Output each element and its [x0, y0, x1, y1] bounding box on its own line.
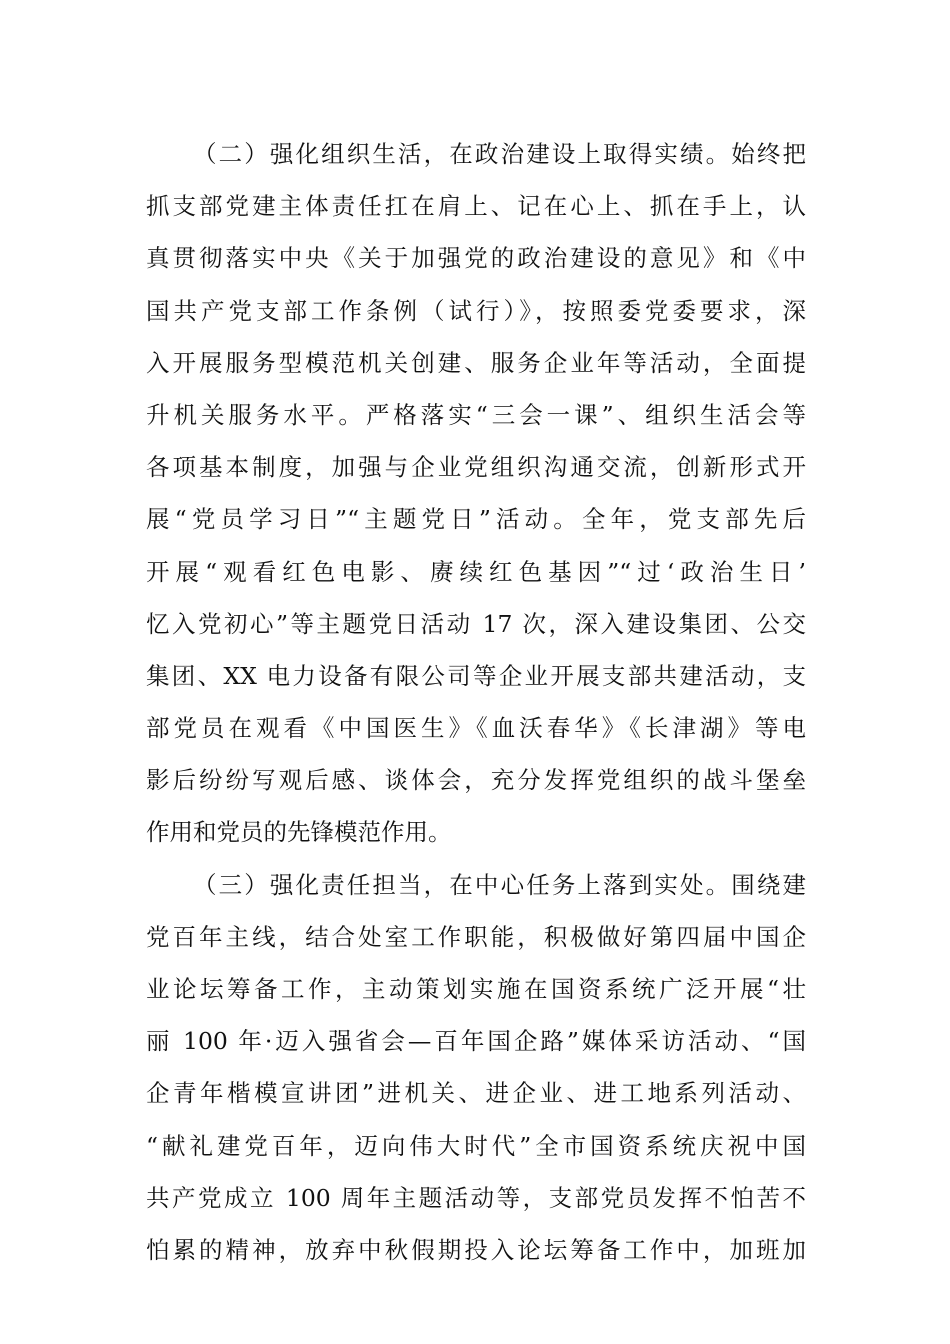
paragraph-3-line: 企青年楷模宣讲团”进机关、进企业、进工地系列活动、 [146, 1079, 806, 1108]
paragraph-2-line: 集团、XX 电力设备有限公司等企业开展支部共建活动，支 [146, 661, 806, 690]
paragraph-2-line: 各项基本制度，加强与企业党组织沟通交流，创新形式开 [146, 453, 806, 482]
paragraph-3-line: 丽 100 年·迈入强省会—百年国企路”媒体采访活动、“国 [146, 1027, 806, 1056]
paragraph-3-line: 怕累的精神，放弃中秋假期投入论坛筹备工作中，加班加 [146, 1235, 806, 1264]
paragraph-2-line: 展“党员学习日”“主题党日”活动。全年，党支部先后 [146, 505, 806, 534]
paragraph-2-line: （二）强化组织生活，在政治建设上取得实绩。始终把 [193, 140, 806, 168]
paragraph-3-line: 党百年主线，结合处室工作职能，积极做好第四届中国企 [146, 922, 806, 951]
body-text [146, 128, 806, 1276]
paragraph-3-line: 共产党成立 100 周年主题活动等，支部党员发挥不怕苦不 [146, 1183, 806, 1212]
paragraph-3-line: （三）强化责任担当，在中心任务上落到实处。围绕建 [193, 870, 806, 899]
paragraph-2-line: 影后纷纷写观后感、谈体会，充分发挥党组织的战斗堡垒 [146, 766, 806, 795]
paragraph-2-line: 作用和党员的先锋模范作用。 [146, 818, 452, 847]
paragraph-2-line: 开展“观看红色电影、赓续红色基因”“过‘政治生日’ [146, 557, 806, 586]
paragraph-2-line: 真贯彻落实中央《关于加强党的政治建设的意见》和《中 [146, 244, 806, 273]
paragraph-2-line: 忆入党初心”等主题党日活动 17 次，深入建设集团、公交 [146, 609, 806, 638]
paragraph-2-line: 部党员在观看《中国医生》《血沃春华》《长津湖》等电 [146, 714, 806, 743]
paragraph-2-line: 升机关服务水平。严格落实“三会一课”、组织生活会等 [146, 400, 806, 429]
paragraph-3-line: “献礼建党百年，迈向伟大时代”全市国资系统庆祝中国 [146, 1131, 806, 1160]
paragraph-2-line: 抓支部党建主体责任扛在肩上、记在心上、抓在手上，认 [146, 192, 806, 221]
paragraph-3-line: 业论坛筹备工作，主动策划实施在国资系统广泛开展“壮 [146, 975, 806, 1003]
paragraph-2-line: 入开展服务型模范机关创建、服务企业年等活动，全面提 [146, 348, 806, 377]
paragraph-2-line: 国共产党支部工作条例（试行）》，按照委党委要求，深 [146, 296, 806, 325]
